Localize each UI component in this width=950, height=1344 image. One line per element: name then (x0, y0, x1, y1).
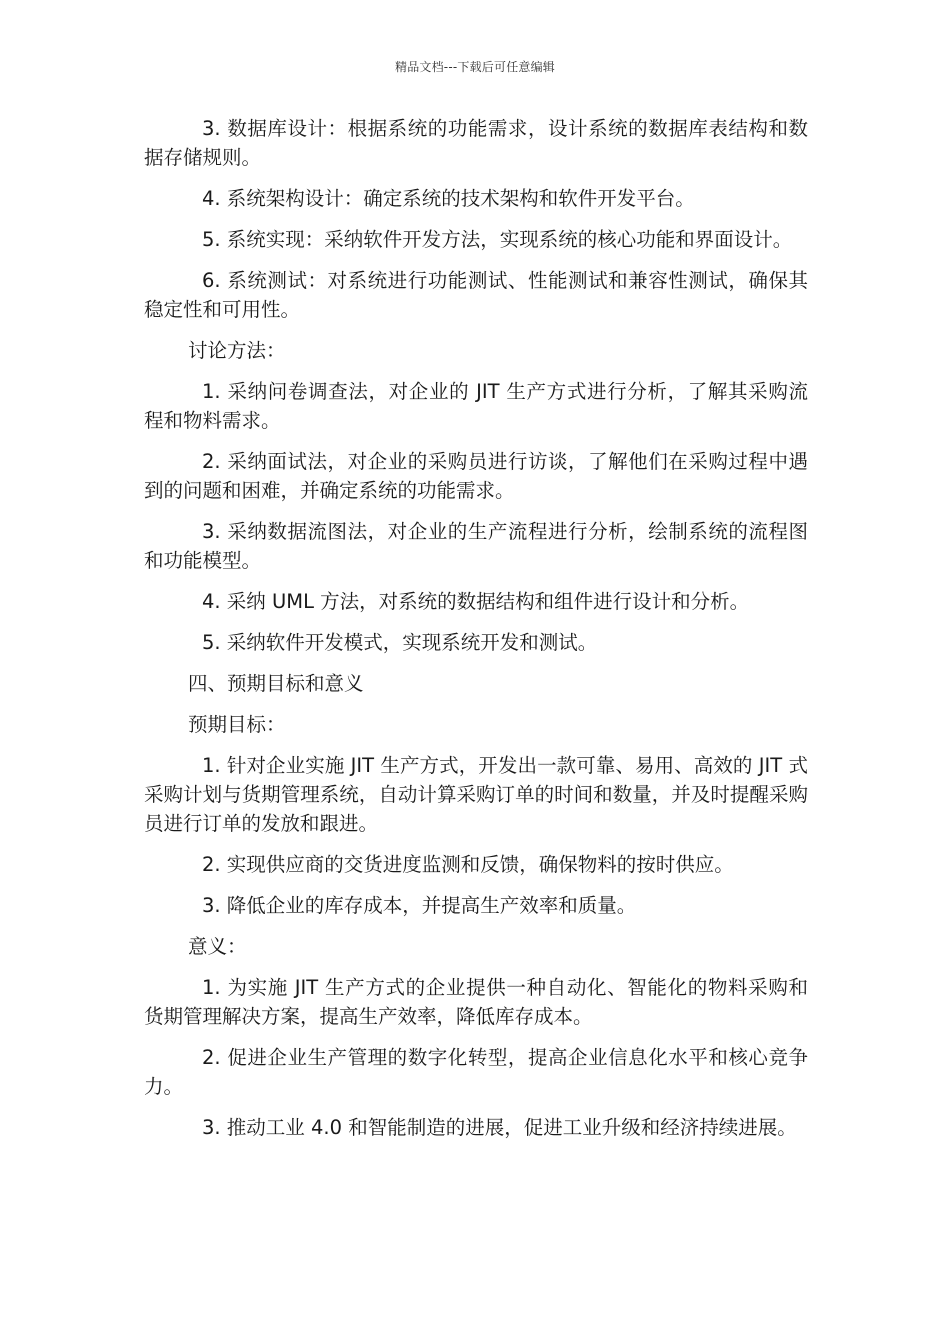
section-heading-goals: 四、预期目标和意义 (188, 672, 364, 695)
paragraph-item: 1. 针对企业实施 JIT 生产方式，开发出一款可靠、易用、高效的 JIT 式采购计划与货期管理系统，自动计算采购订单的时间和数量，并及时提醒采购员进行订单的发放和跟进。 (144, 754, 808, 835)
paragraph-item: 2. 促进企业生产管理的数字化转型，提高企业信息化水平和核心竞争力。 (144, 1046, 808, 1098)
paragraph-item: 4. 采纳 UML 方法，对系统的数据结构和组件进行设计和分析。 (202, 590, 750, 613)
paragraph-item: 2. 采纳面试法，对企业的采购员进行访谈，了解他们在采购过程中遇到的问题和困难，并确定系统的功能需求。 (144, 450, 808, 502)
paragraph-item: 3. 降低企业的库存成本，并提高生产效率和质量。 (202, 894, 637, 917)
paragraph-item: 2. 实现供应商的交货进度监测和反馈，确保物料的按时供应。 (202, 853, 734, 876)
section-label-expected-goals: 预期目标： (188, 713, 286, 736)
page-header: 精品文档---下载后可任意编辑 (395, 60, 555, 74)
paragraph-item: 1. 为实施 JIT 生产方式的企业提供一种自动化、智能化的物料采购和货期管理解决方案，提高生产效率，降低库存成本。 (144, 976, 808, 1028)
paragraph-item: 5. 采纳软件开发模式，实现系统开发和测试。 (202, 631, 598, 654)
section-label-methods: 讨论方法： (188, 339, 286, 362)
paragraph-item: 1. 采纳问卷调查法，对企业的 JIT 生产方式进行分析，了解其采购流程和物料需求。 (144, 380, 808, 432)
paragraph-item: 3. 采纳数据流图法，对企业的生产流程进行分析，绘制系统的流程图和功能模型。 (144, 520, 808, 572)
section-label-significance: 意义： (188, 935, 247, 958)
document-body (144, 114, 808, 1154)
paragraph-item: 6. 系统测试：对系统进行功能测试、性能测试和兼容性测试，确保其稳定性和可用性。 (144, 269, 808, 321)
paragraph-item: 3. 数据库设计：根据系统的功能需求，设计系统的数据库表结构和数据存储规则。 (144, 117, 808, 169)
paragraph-item: 5. 系统实现：采纳软件开发方法，实现系统的核心功能和界面设计。 (202, 228, 793, 251)
paragraph-item: 4. 系统架构设计：确定系统的技术架构和软件开发平台。 (202, 187, 695, 210)
paragraph-item: 3. 推动工业 4.0 和智能制造的进展，促进工业升级和经济持续进展。 (202, 1116, 797, 1139)
